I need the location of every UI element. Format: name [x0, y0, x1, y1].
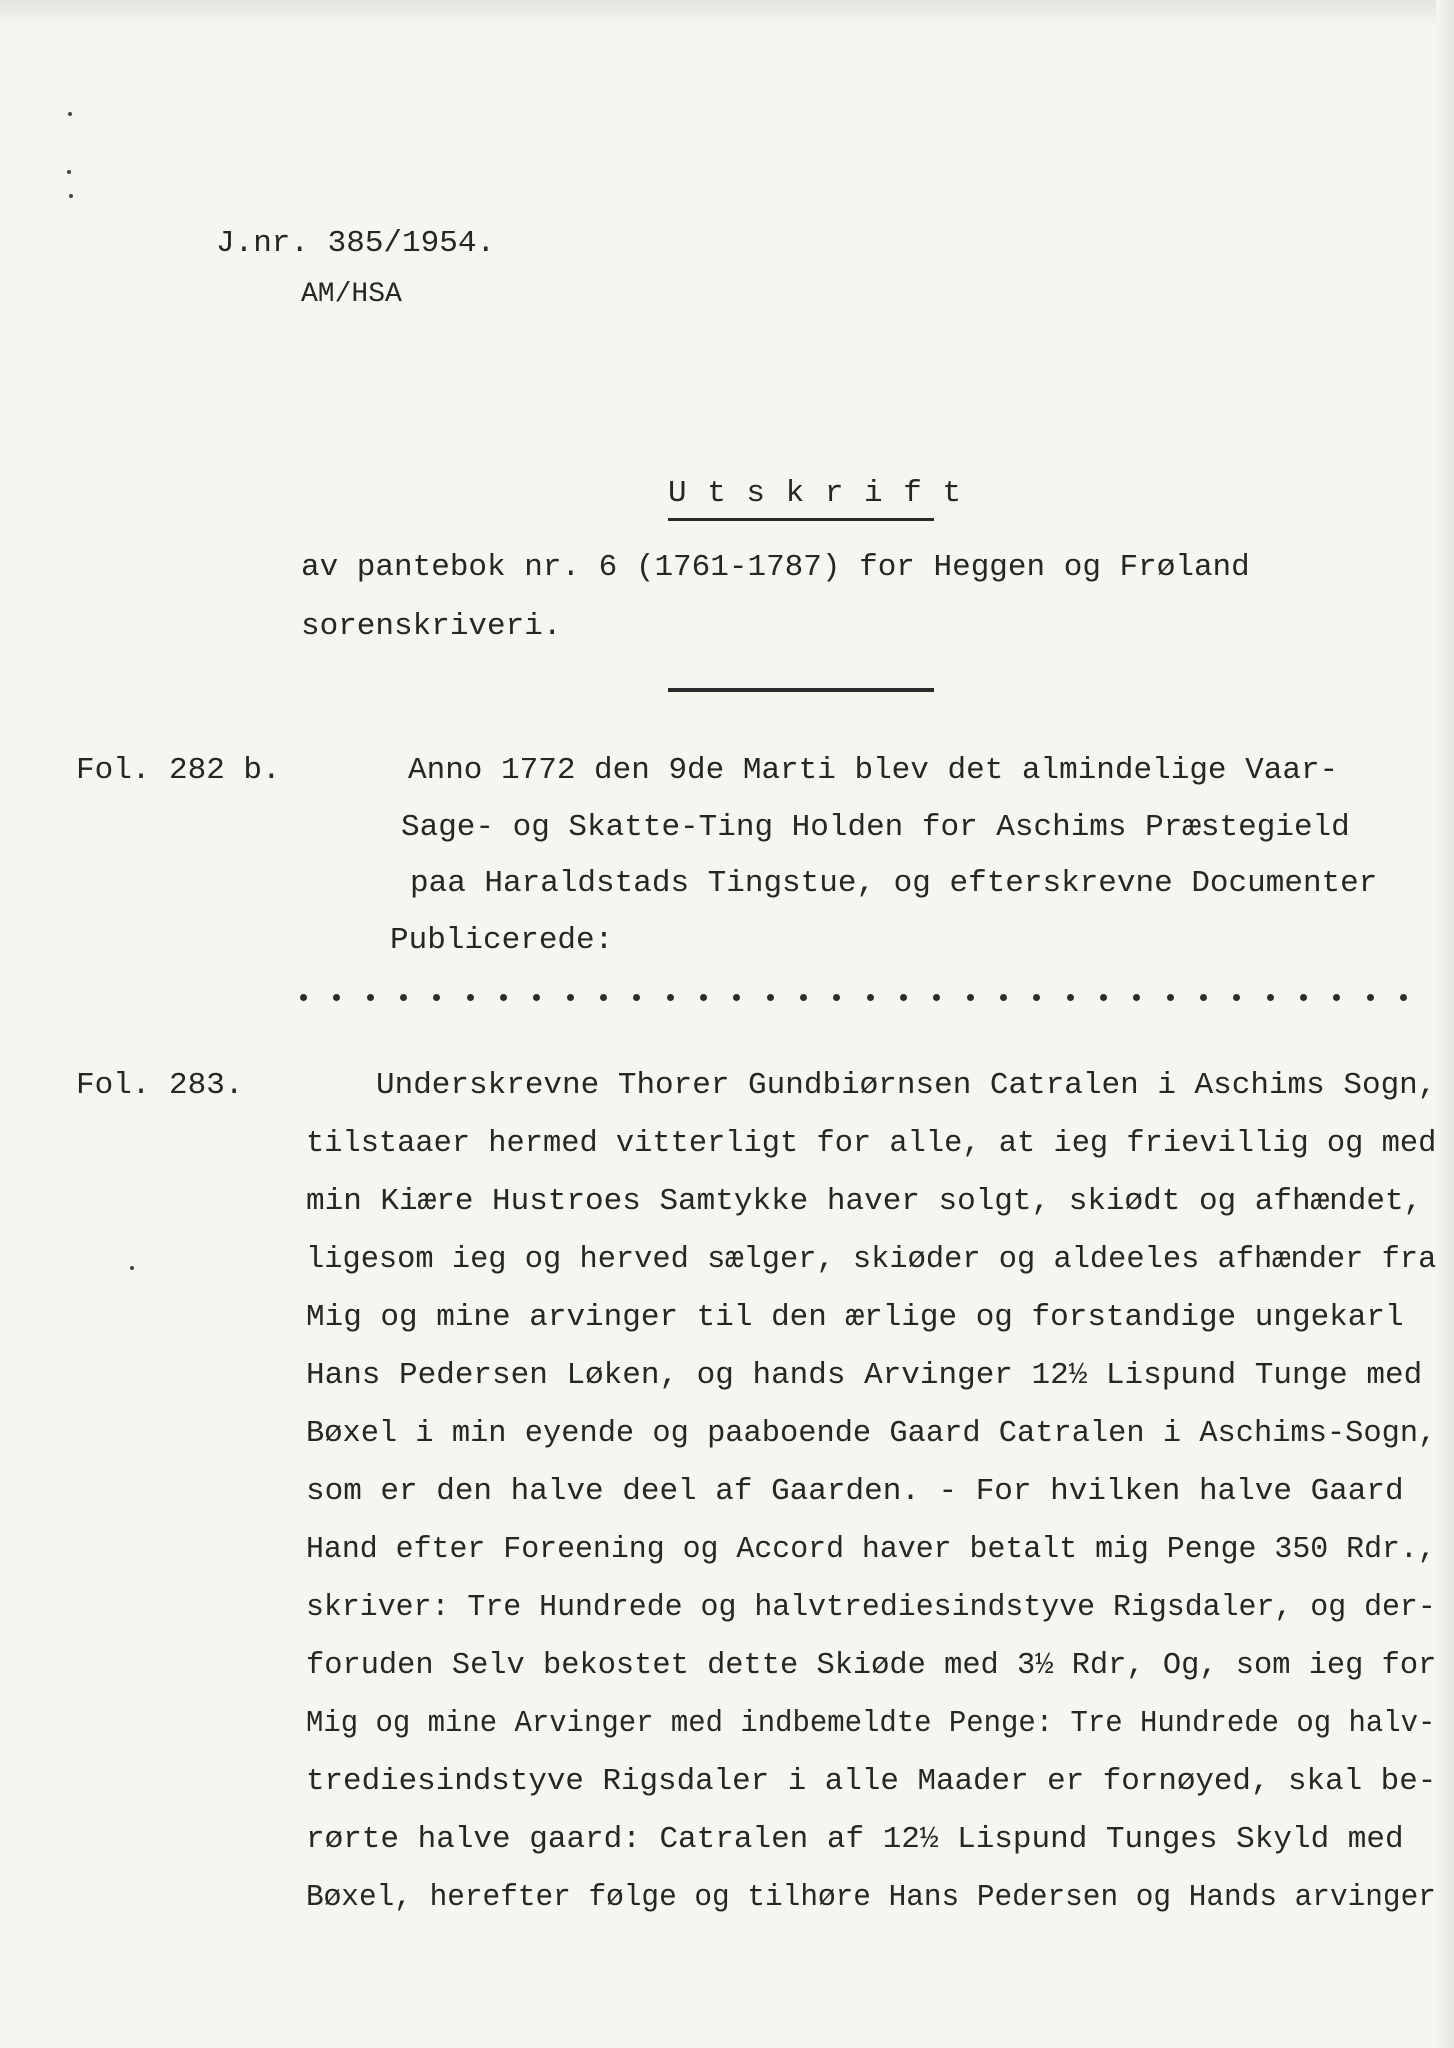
ellipsis-dot	[767, 994, 774, 1001]
ellipsis-dot	[1200, 994, 1207, 1001]
ellipsis-dots	[300, 988, 1410, 1008]
section-2-line: trediesindstyve Rigsdaler i alle Maader er fornøyed, skal be-	[306, 1764, 1437, 1799]
section-1-line: Anno 1772 den 9de Marti blev det almindelige Vaar-	[408, 753, 1339, 788]
folio-label-1: Fol. 282 b.	[76, 753, 281, 788]
ellipsis-dot	[1300, 994, 1307, 1001]
ellipsis-dot	[933, 994, 940, 1001]
ellipsis-dot	[567, 994, 574, 1001]
document-title: U t s k r i f t	[668, 476, 963, 511]
scan-right-edge	[1436, 0, 1454, 2048]
section-2-line: foruden Selv bekostet dette Skiøde med 3½ Rdr, Og, som ieg for	[306, 1648, 1437, 1683]
ellipsis-dot	[967, 994, 974, 1001]
ellipsis-dot	[1167, 994, 1174, 1001]
ellipsis-dot	[1333, 994, 1340, 1001]
section-2-line: ligesom ieg og herved sælger, skiøder og aldeeles afhænder fra	[306, 1242, 1437, 1277]
section-1-line: Publicerede:	[390, 923, 614, 958]
margin-mark	[68, 112, 72, 116]
section-2-line: Underskrevne Thorer Gundbiørnsen Catralen i Aschims Sogn,	[376, 1068, 1437, 1103]
ellipsis-dot	[1367, 994, 1374, 1001]
ellipsis-dot	[367, 994, 374, 1001]
ellipsis-dot	[433, 994, 440, 1001]
ellipsis-dot	[1133, 994, 1140, 1001]
ellipsis-dot	[333, 994, 340, 1001]
section-2-line: Hand efter Foreening og Accord haver betalt mig Penge 350 Rdr.,	[306, 1532, 1436, 1567]
ellipsis-dot	[500, 994, 507, 1001]
ellipsis-dot	[700, 994, 707, 1001]
scan-top-edge	[0, 0, 1454, 26]
title-underline	[668, 518, 934, 521]
ellipsis-dot	[1033, 994, 1040, 1001]
initials: AM/HSA	[301, 279, 402, 310]
ellipsis-dot	[900, 994, 907, 1001]
section-2-line: tilstaaer hermed vitterligt for alle, at ieg frievillig og med	[306, 1126, 1437, 1161]
ellipsis-dot	[733, 994, 740, 1001]
section-2-line: rørte halve gaard: Catralen af 12½ Lispund Tunges Skyld med	[306, 1822, 1404, 1857]
section-2-line: Bøxel, herefter følge og tilhøre Hans Pedersen og Hands arvinger	[306, 1880, 1436, 1915]
subtitle-line-2: sorenskriveri.	[301, 609, 562, 644]
ellipsis-dot	[800, 994, 807, 1001]
ellipsis-dot	[667, 994, 674, 1001]
section-2-line: Mig og mine Arvinger med indbemeldte Penge: Tre Hundrede og halv-	[306, 1706, 1436, 1741]
ellipsis-dot	[600, 994, 607, 1001]
ellipsis-dot	[867, 994, 874, 1001]
subtitle-line-1: av pantebok nr. 6 (1761-1787) for Heggen og Frøland	[301, 550, 1250, 585]
folio-label-2: Fol. 283.	[76, 1068, 244, 1103]
ellipsis-dot	[533, 994, 540, 1001]
ellipsis-dot	[467, 994, 474, 1001]
section-2-line: som er den halve deel af Gaarden. - For hvilken halve Gaard	[306, 1474, 1404, 1509]
section-2-line: Bøxel i min eyende og paaboende Gaard Catralen i Aschims-Sogn,	[306, 1416, 1437, 1451]
ellipsis-dot	[633, 994, 640, 1001]
section-1-line: paa Haraldstads Tingstue, og efterskrevne Documenter	[410, 866, 1378, 901]
ellipsis-dot	[1233, 994, 1240, 1001]
separator-rule	[668, 688, 934, 692]
section-1-line: Sage- og Skatte-Ting Holden for Aschims Præstegield	[401, 810, 1350, 845]
ellipsis-dot	[1000, 994, 1007, 1001]
ellipsis-dot	[833, 994, 840, 1001]
ellipsis-dot	[1067, 994, 1074, 1001]
journal-number: J.nr. 385/1954.	[216, 226, 496, 261]
ellipsis-dot	[300, 994, 307, 1001]
ellipsis-dot	[1100, 994, 1107, 1001]
section-2-line: Mig og mine arvinger til den ærlige og forstandige ungekarl	[306, 1300, 1404, 1335]
ellipsis-dot	[1267, 994, 1274, 1001]
ellipsis-dot	[400, 994, 407, 1001]
margin-mark	[130, 1266, 134, 1270]
section-2-line: min Kiære Hustroes Samtykke haver solgt, skiødt og afhændet,	[306, 1184, 1423, 1219]
margin-mark	[69, 194, 73, 198]
ellipsis-dot	[1400, 994, 1407, 1001]
section-2-line: skriver: Tre Hundrede og halvtrediesindstyve Rigsdaler, og der-	[306, 1590, 1436, 1625]
margin-mark	[67, 170, 71, 174]
section-2-line: Hans Pedersen Løken, og hands Arvinger 12½ Lispund Tunge med	[306, 1358, 1423, 1393]
